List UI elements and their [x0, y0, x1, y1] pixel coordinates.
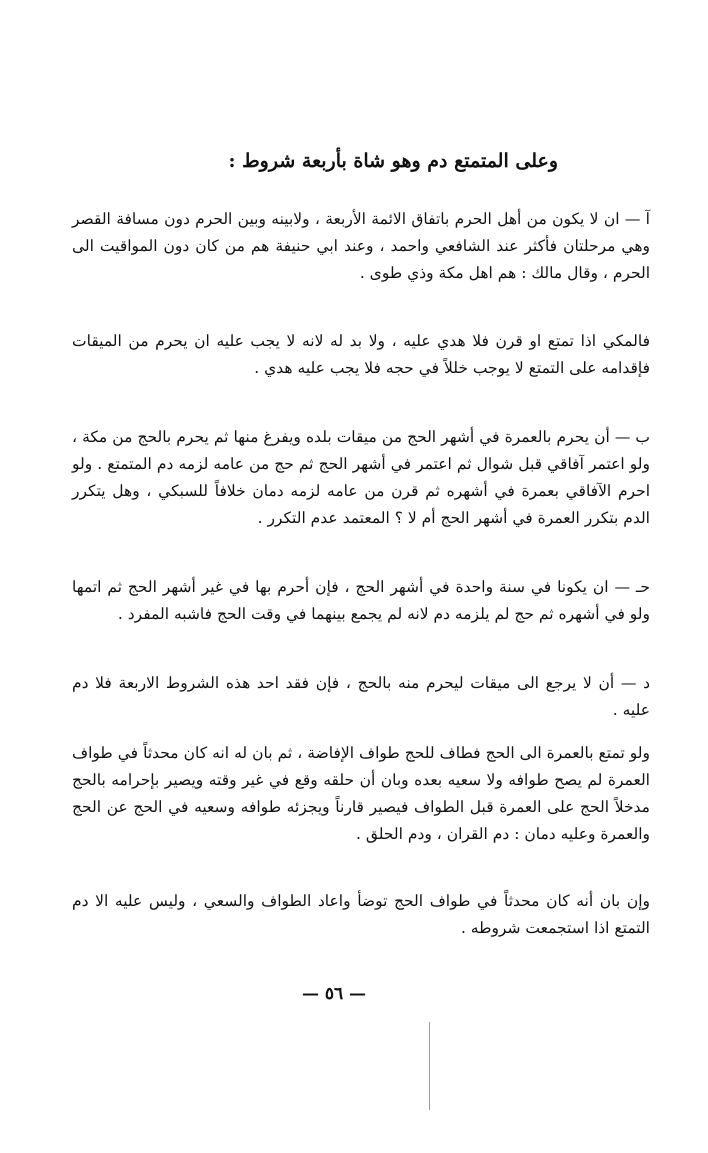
- page-number: — ٥٦ —: [301, 984, 367, 1004]
- paragraph-text: وإن بان أنه كان محدثاً في طواف الحج توضأ واعاد الطواف والسعي ، وليس عليه الا دم التمتع اذا استجمعت شروطه .: [72, 892, 650, 937]
- paragraph-condition-ha: [72, 574, 650, 628]
- paragraph-text: ب — أن يحرم بالعمرة في أشهر الحج من ميقات بلده ويفرغ منها ثم يحرم بالحج من مكة ، ولو اعتمر آفاقي قبل شوال ثم اعتمر في أشهر الحج ثم حج من عامه لزمه دم المتمتع . ولو احرم الآفاقي بعمرة في أشهره ثم قرن من عامه لزمه دمان خلافاً للسبكي ، وهل يتكرر الدم بتكرر العمرة في أشهر الحج أم لا ؟ المعتمد عدم التكرر .: [72, 428, 650, 527]
- paragraph-text: ولو تمتع بالعمرة الى الحج فطاف للحج طواف الإفاضة ، ثم بان له انه كان محدثاً في طواف العمرة لم يصح طوافه ولا سعيه بعده وبان أن حلقه وقع في غير وقته ويصير بإحرامه بالحج مدخلاً الحج على العمرة قبل الطواف فيصير قارناً ويجزئه طوافه وسعيه في الحج عن الحج والعمرة وعليه دمان : دم القران ، ودم الحلق .: [72, 744, 650, 843]
- scan-artifact-line: [429, 1022, 430, 1110]
- paragraph-tawaf-ifada: [72, 740, 650, 848]
- paragraph-tawaf-hajj: [72, 888, 650, 942]
- paragraph-text: فالمكي اذا تمتع او قرن فلا هدي عليه ، ولا بد له لانه لا يجب عليه ان يحرم من الميقات فإقدامه على التمتع لا يوجب خللاً في حجه فلا يجب عليه هدي .: [72, 332, 650, 377]
- paragraph-condition-dal: [72, 670, 650, 724]
- paragraph-condition-alif: [72, 206, 650, 287]
- section-heading: وعلى المتمتع دم وهو شاة بأربعة شروط :: [228, 150, 558, 172]
- paragraph-text: حـ — ان يكونا في سنة واحدة في أشهر الحج ، فإن أحرم بها في غير أشهر الحج ثم اتمها ولو في أشهره ثم حج لم يلزمه دم لانه لم يجمع بينهما في وقت الحج فاشبه المفرد .: [72, 578, 650, 623]
- paragraph-text: د — أن لا يرجع الى ميقات ليحرم منه بالحج ، فإن فقد احد هذه الشروط الاربعة فلا دم عليه .: [72, 674, 650, 719]
- paragraph-condition-ba: [72, 424, 650, 532]
- paragraph-makki-note: [72, 328, 650, 382]
- paragraph-text: آ — ان لا يكون من أهل الحرم باتفاق الائمة الأربعة ، ولابينه وبين الحرم دون مسافة القصر وهي مرحلتان فأكثر عند الشافعي واحمد ، وعند ابي حنيفة هم من كان دون المواقيت الى الحرم ، وقال مالك : هم اهل مكة وذي طوى .: [72, 210, 650, 282]
